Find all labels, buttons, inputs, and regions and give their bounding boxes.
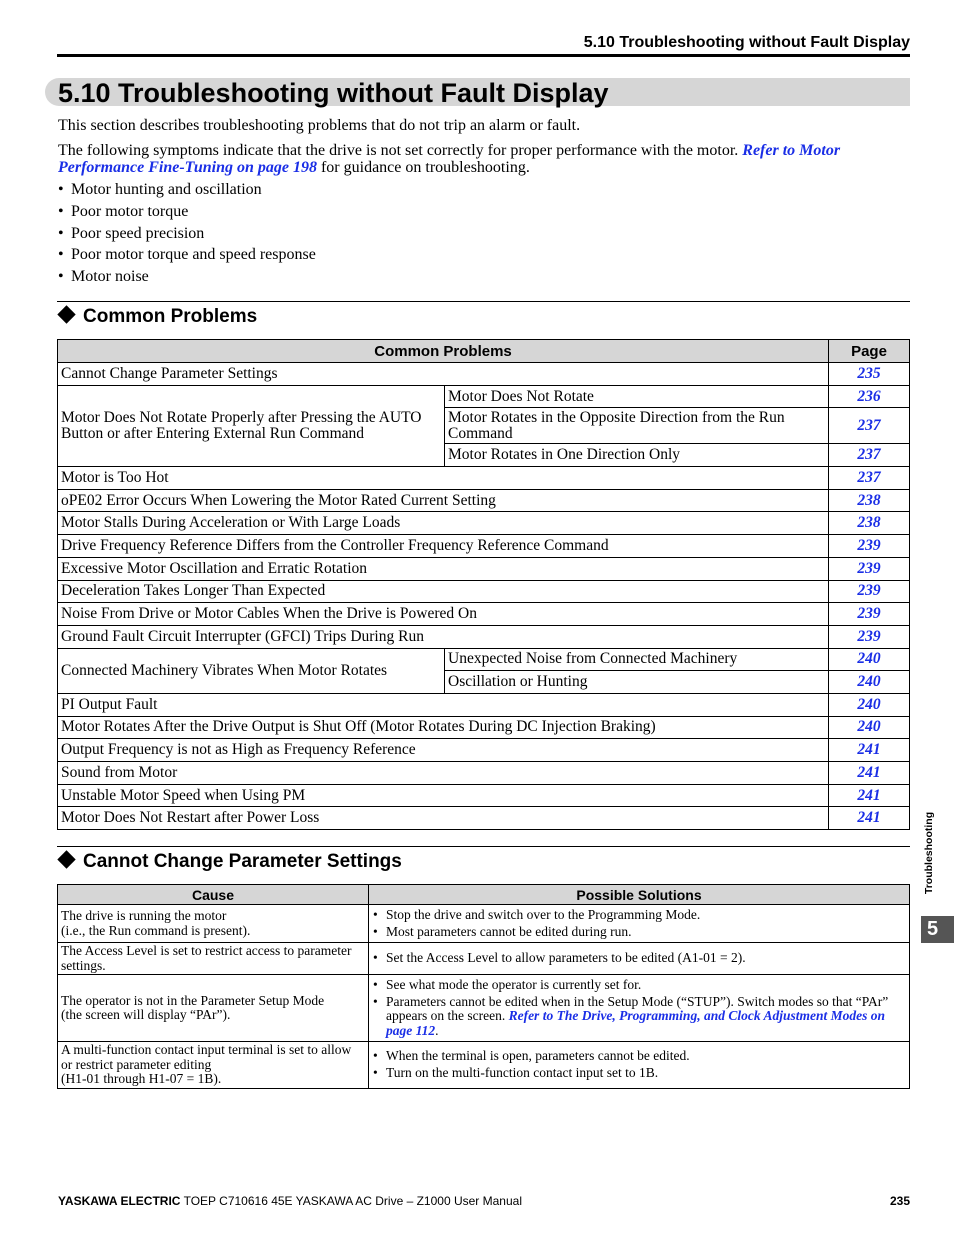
page-cell (829, 716, 910, 739)
table-row (58, 1042, 910, 1089)
solutions-cell (369, 943, 910, 975)
header-rule (57, 54, 910, 57)
list-item: • Stop the drive and switch over to the Programming Mode. (372, 908, 906, 923)
table-row (58, 489, 910, 512)
solution-text: Parameters cannot be edited when in the Setup Mode (“STUP”). Switch modes so that “PAr” appears on the screen. (386, 993, 889, 1023)
page-link[interactable]: 239 (857, 559, 881, 577)
table-row (58, 693, 910, 716)
problem-cell: Motor Rotates After the Drive Output is Shut Off (Motor Rotates During DC Injection Braking) (58, 716, 829, 739)
page-cell (829, 444, 910, 467)
cause-text: The drive is running the motor (61, 908, 227, 923)
list-item: • See what mode the operator is currently set for. (372, 978, 906, 993)
header-problem: Common Problems (58, 340, 829, 363)
header-cause: Cause (58, 885, 369, 905)
page-link[interactable]: 241 (857, 786, 881, 804)
header-page: Page (829, 340, 910, 363)
table-row (58, 603, 910, 626)
page-link[interactable]: 236 (857, 387, 881, 405)
page-cell (829, 739, 910, 762)
page-link[interactable]: 240 (857, 673, 881, 691)
page-link[interactable]: 239 (857, 605, 881, 623)
side-tab-label (922, 808, 936, 898)
cause-cell: The Access Level is set to restrict access to parameter settings. (58, 943, 369, 975)
param-settings-table (57, 884, 910, 1089)
solutions-cell (369, 905, 910, 943)
common-problems-table (57, 339, 910, 830)
section-rule (57, 301, 910, 302)
solutions-list (372, 978, 906, 1038)
list-item: • Poor motor torque and speed response (58, 245, 316, 267)
solution-text: . (435, 1022, 439, 1038)
footer-page-number: 235 (889, 1194, 910, 1208)
solutions-list (372, 908, 906, 939)
header-solutions: Possible Solutions (369, 885, 910, 905)
symptoms-paragraph (58, 142, 910, 176)
problem-cell: Output Frequency is not as High as Frequency Reference (58, 739, 829, 762)
table-row (58, 385, 910, 408)
table-row (58, 943, 910, 975)
page-link[interactable]: 241 (857, 809, 881, 827)
list-item: • Motor noise (58, 267, 316, 289)
page-link[interactable]: 237 (857, 468, 881, 486)
table-row (58, 975, 910, 1042)
page-cell (829, 557, 910, 580)
table-row (58, 625, 910, 648)
table-row (58, 512, 910, 535)
chapter-tab[interactable]: 5 (921, 916, 954, 943)
page-cell (829, 580, 910, 603)
list-item: • Motor hunting and oscillation (58, 180, 316, 202)
solutions-list (372, 1049, 906, 1080)
page-cell (829, 385, 910, 408)
cause-text: The operator is not in the Parameter Setup Mode (61, 992, 325, 1008)
symptoms-text: The following symptoms indicate that the drive is not set correctly for proper performance with the motor. (58, 142, 739, 159)
page-link[interactable]: 235 (857, 364, 881, 382)
problem-cell: PI Output Fault (58, 693, 829, 716)
table-row (58, 716, 910, 739)
page-link[interactable]: 241 (857, 741, 881, 759)
page-link[interactable]: 240 (857, 650, 881, 668)
problem-cell: oPE02 Error Occurs When Lowering the Motor Rated Current Setting (58, 489, 829, 512)
page-cell (829, 489, 910, 512)
side-tab-text: Troubleshooting (923, 811, 935, 895)
table-row (58, 557, 910, 580)
problem-group-cell: Connected Machinery Vibrates When Motor Rotates (58, 648, 445, 693)
page-cell (829, 762, 910, 785)
sub-problem-cell: Unexpected Noise from Connected Machinery (445, 648, 829, 671)
cause-text: (i.e., the Run command is present). (61, 922, 251, 938)
sub-problem-cell: Motor Rotates in One Direction Only (445, 444, 829, 467)
footer-doc: TOEP C710616 45E YASKAWA AC Drive – Z1000 User Manual (180, 1194, 522, 1208)
cause-text: (H1-01 through H1-07 = 1B). (61, 1071, 222, 1086)
problem-cell: Excessive Motor Oscillation and Erratic Rotation (58, 557, 829, 580)
page-cell (829, 693, 910, 716)
page-link[interactable]: 239 (857, 536, 881, 554)
page-cell (829, 603, 910, 626)
problem-cell: Drive Frequency Reference Differs from the Controller Frequency Reference Command (58, 535, 829, 558)
page-cell (829, 512, 910, 535)
problem-cell: Noise From Drive or Motor Cables When the Drive is Powered On (58, 603, 829, 626)
list-item: • Most parameters cannot be edited during run. (372, 925, 906, 940)
cause-text: A multi-function contact input terminal is set to allow or restrict parameter editing (61, 1042, 352, 1072)
page-cell (829, 671, 910, 694)
problem-cell: Sound from Motor (58, 762, 829, 785)
common-problems-heading (58, 306, 257, 328)
table-row (58, 467, 910, 490)
motor-fine-tuning-link[interactable]: Refer to Motor Performance Fine-Tuning on page 198 (58, 142, 841, 176)
table-row (58, 784, 910, 807)
page-cell (829, 625, 910, 648)
cause-cell (58, 975, 369, 1042)
section-title: 5.10 Troubleshooting without Fault Display (58, 78, 609, 108)
running-header: 5.10 Troubleshooting without Fault Display (583, 34, 910, 51)
table-row (58, 807, 910, 830)
programming-modes-link[interactable]: Refer to The Drive, Programming, and Clock Adjustment Modes on page 112 (386, 1008, 885, 1038)
problem-cell: Cannot Change Parameter Settings (58, 363, 829, 386)
intro-paragraph: This section describes troubleshooting problems that do not trip an alarm or fault. (58, 117, 581, 134)
page-cell (829, 784, 910, 807)
list-item: • When the terminal is open, parameters cannot be edited. (372, 1049, 906, 1064)
footer-doc-info (58, 1194, 522, 1209)
page-link[interactable]: 237 (857, 446, 881, 464)
page-cell (829, 535, 910, 558)
page-link[interactable]: 240 (857, 718, 881, 736)
problem-cell: Motor Stalls During Acceleration or With Large Loads (58, 512, 829, 535)
page-cell (829, 467, 910, 490)
param-settings-heading (58, 851, 402, 873)
common-problems-heading-text: Common Problems (83, 306, 258, 327)
solutions-cell (369, 1042, 910, 1089)
solutions-cell (369, 975, 910, 1042)
problem-group-cell: Motor Does Not Rotate Properly after Pressing the AUTO Button or after Entering External Run Command (58, 385, 445, 466)
page-cell (829, 363, 910, 386)
problem-cell: Unstable Motor Speed when Using PM (58, 784, 829, 807)
table-row (58, 580, 910, 603)
problem-cell: Motor is Too Hot (58, 467, 829, 490)
page-link[interactable]: 240 (857, 695, 881, 713)
sub-problem-cell: Motor Rotates in the Opposite Direction from the Run Command (445, 408, 829, 444)
table-row (58, 648, 910, 671)
page-link[interactable]: 238 (857, 514, 881, 532)
page-link[interactable]: 237 (857, 416, 881, 434)
problem-cell: Deceleration Takes Longer Than Expected (58, 580, 829, 603)
problem-cell: Ground Fault Circuit Interrupter (GFCI) Trips During Run (58, 625, 829, 648)
list-item: • Poor speed precision (58, 224, 316, 246)
sub-problem-cell: Oscillation or Hunting (445, 671, 829, 694)
page-cell (829, 807, 910, 830)
diamond-bullet-icon (57, 850, 75, 868)
page-link[interactable]: 241 (857, 763, 881, 781)
table-row (58, 905, 910, 943)
table-row (58, 739, 910, 762)
footer-brand: YASKAWA ELECTRIC (58, 1194, 181, 1208)
cause-cell (58, 1042, 369, 1089)
diamond-bullet-icon (57, 305, 75, 323)
list-item: • Poor motor torque (58, 202, 316, 224)
page-link[interactable]: 238 (857, 491, 881, 509)
table-row (58, 535, 910, 558)
page-link[interactable]: 239 (857, 582, 881, 600)
list-item: • Set the Access Level to allow parameters to be edited (A1-01 = 2). (372, 951, 906, 966)
problem-cell: Motor Does Not Restart after Power Loss (58, 807, 829, 830)
sub-problem-cell: Motor Does Not Rotate (445, 385, 829, 408)
list-item: • Turn on the multi-function contact input set to 1B. (372, 1066, 906, 1081)
cause-cell (58, 905, 369, 943)
table-header-row (58, 340, 910, 363)
symptoms-after: for guidance on troubleshooting. (316, 159, 530, 176)
symptom-list (58, 180, 316, 289)
list-item (372, 995, 906, 1039)
page-cell (829, 648, 910, 671)
page-cell (829, 408, 910, 444)
section-rule (57, 846, 910, 847)
cause-text: (the screen will display “PAr”). (61, 1007, 231, 1022)
param-settings-heading-text: Cannot Change Parameter Settings (83, 851, 402, 872)
solutions-list (372, 951, 906, 966)
table-row (58, 762, 910, 785)
table-row (58, 363, 910, 386)
table-header-row (58, 885, 910, 905)
page-link[interactable]: 239 (857, 627, 881, 645)
